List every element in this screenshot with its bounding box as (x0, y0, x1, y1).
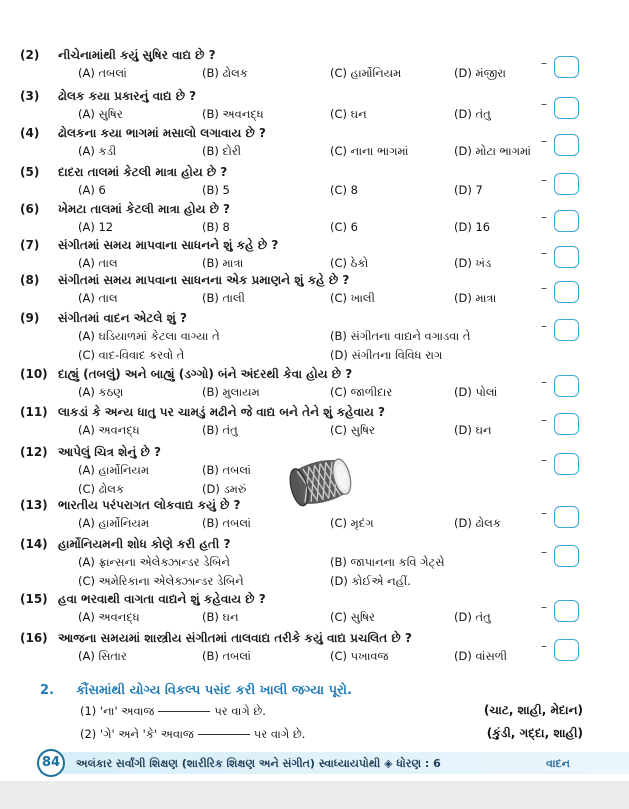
section-2-title: કૌંસમાંથી યોગ્ય વિકલ્પ પસંદ કરી ખાલી જગ્યા પૂરો. (76, 683, 352, 698)
option-b[interactable]: (B) જાપાનના કવિ ગેટ્સે (330, 555, 445, 569)
option-c[interactable]: (C) ઠેકો (330, 256, 369, 270)
option-b[interactable]: (B) 8 (202, 220, 230, 234)
question-number: (4) (20, 126, 40, 140)
option-b[interactable]: (B) દોરી (202, 144, 242, 158)
answer-dash: – (541, 506, 547, 520)
option-b[interactable]: (B) ઘન (202, 610, 239, 624)
question-text: ઢોલક કયા પ્રકારનું વાદ્ય છે ? (58, 89, 197, 103)
answer-dash: – (541, 413, 547, 427)
option-c[interactable]: (C) 6 (330, 220, 358, 234)
fill-item-number: (1) (80, 704, 97, 718)
question-8 (0, 273, 629, 313)
option-d[interactable]: (D) ખંડ (454, 256, 492, 270)
option-d[interactable]: (D) 7 (454, 183, 483, 197)
option-a[interactable]: (A) તાલ (78, 256, 118, 270)
question-text: સંગીતમાં વાદન એટલે શું ? (58, 311, 187, 325)
fill-blank[interactable] (198, 734, 250, 735)
option-c[interactable]: (C) અમેરિકાના એલેક્ઝાન્ડર ડેબિને (78, 574, 244, 588)
question-2 (0, 48, 629, 88)
option-c[interactable]: (C) ઘન (330, 107, 367, 121)
page-footer (0, 748, 629, 780)
answer-dash: – (541, 173, 547, 187)
question-text: ઢોલકના કયા ભાગમાં મસાલો લગાવાય છે ? (58, 126, 266, 140)
fill-item-after: પર વાગે છે. (253, 727, 306, 741)
question-4 (0, 126, 629, 166)
page-number: 84 (37, 749, 65, 777)
question-number: (3) (20, 89, 40, 103)
question-number: (5) (20, 165, 40, 179)
answer-dash: – (541, 600, 547, 614)
option-a[interactable]: (A) 6 (78, 183, 106, 197)
question-text: ભારતીય પરંપરાગત લોકવાદ્ય કયું છે ? (58, 498, 241, 512)
option-d[interactable]: (D) તંતુ (454, 107, 491, 121)
question-7 (0, 238, 629, 278)
option-b[interactable]: (B) 5 (202, 183, 230, 197)
question-number: (10) (20, 367, 48, 381)
question-10 (0, 367, 629, 407)
fill-item-after: પર વાગે છે. (214, 704, 266, 718)
option-c[interactable]: (C) મૃદંગ (330, 516, 374, 530)
answer-box[interactable] (554, 375, 579, 397)
question-number: (13) (20, 498, 48, 512)
option-d[interactable]: (D) ઘન (454, 423, 492, 437)
option-c[interactable]: (C) સુષિર (330, 610, 375, 624)
answer-box[interactable] (554, 453, 579, 475)
option-a[interactable]: (A) અવનદ્ધ (78, 423, 140, 437)
answer-dash: – (541, 97, 547, 111)
option-c[interactable]: (C) સુષિર (330, 423, 375, 437)
answer-box[interactable] (554, 134, 579, 156)
option-b[interactable]: (B) તબલાં (202, 516, 251, 530)
question-9 (0, 311, 629, 362)
answer-box[interactable] (554, 97, 579, 119)
question-number: (8) (20, 273, 40, 287)
question-number: (15) (20, 592, 48, 606)
bottom-margin (0, 781, 629, 809)
option-c[interactable]: (C) વાદ-વિવાદ કરવો તે (78, 348, 185, 362)
answer-dash: – (541, 375, 547, 389)
question-6 (0, 202, 629, 242)
question-text: સંગીતમાં સમય માપવાના સાધનને શું કહે છે ? (58, 238, 279, 252)
answer-dash: – (541, 545, 547, 559)
question-14 (0, 537, 629, 588)
option-a[interactable]: (A) ઘડિયાળમાં કેટલા વાગ્યા તે (78, 329, 220, 343)
option-d[interactable]: (D) મોટા ભાગમાં (454, 144, 531, 158)
answer-dash: – (541, 639, 547, 653)
fill-item-1 (80, 704, 266, 719)
footer-chapter: વાદન (546, 757, 570, 770)
answer-box[interactable] (554, 545, 579, 567)
question-text: હવા ભરવાથી વાગતા વાદ્યને શું કહેવાય છે ? (58, 592, 266, 606)
answer-dash: – (541, 453, 547, 467)
option-a[interactable]: (A) કઠણ (78, 385, 124, 399)
option-b[interactable]: (B) તાલી (202, 291, 245, 305)
option-a[interactable]: (A) તબલાં (78, 66, 127, 80)
option-b[interactable]: (B) મુલાયમ (202, 385, 260, 399)
option-d[interactable]: (D) 16 (454, 220, 491, 234)
question-text: લાકડાં કે અન્ય ધાતુ પર ચામડું મઢીને જે વાદ્ય બને તેને શું કહેવાય ? (58, 405, 386, 419)
question-text: હાર્મોનિયમની શોધ કોણે કરી હતી ? (58, 537, 231, 551)
section-2-heading (40, 683, 352, 698)
option-a[interactable]: (A) કડી (78, 144, 117, 158)
question-16 (0, 631, 629, 671)
question-11 (0, 405, 629, 445)
question-number: (6) (20, 202, 40, 216)
option-c[interactable]: (C) નાના ભાગમાં (330, 144, 409, 158)
answer-dash: – (541, 246, 547, 260)
option-a[interactable]: (A) સિતાર (78, 649, 127, 663)
option-a[interactable]: (A) સુષિર (78, 107, 123, 121)
fill-item-2 (80, 727, 305, 742)
answer-box[interactable] (554, 281, 579, 303)
option-d[interactable]: (D) ઢોલક (454, 516, 501, 530)
question-number: (9) (20, 311, 40, 325)
answer-box[interactable] (554, 246, 579, 268)
option-d[interactable]: (D) મંજીરા (454, 66, 507, 80)
fill-item-before: 'ગે' અને 'કે' અવાજ (99, 727, 194, 741)
option-d[interactable]: (D) તંતુ (454, 610, 491, 624)
answer-box[interactable] (554, 210, 579, 232)
answer-dash: – (541, 319, 547, 333)
question-text: સંગીતમાં સમય માપવાના સાધનના એક પ્રમાણને શું કહે છે ? (58, 273, 350, 287)
option-d[interactable]: (D) સંગીતના વિવિધ રાગ (330, 348, 443, 362)
section-2-number: 2. (40, 683, 54, 698)
question-text: નીચેનામાંથી કયું સુષિર વાદ્ય છે ? (58, 48, 216, 62)
option-b[interactable]: (B) તબલાં (202, 649, 251, 663)
question-text: ખેમટા તાલમાં કેટલી માત્રા હોય છે ? (58, 202, 230, 216)
fill-choices-2: (કુંડી, ગદ્દા, શાહી) (486, 726, 583, 740)
question-number: (7) (20, 238, 40, 252)
question-text: આજના સમયમાં શાસ્ત્રીય સંગીતમાં તાલવાદ્ય તરીકે કયું વાદ્ય પ્રચલિત છે ? (58, 631, 412, 645)
answer-box[interactable] (554, 639, 579, 661)
question-number: (14) (20, 537, 48, 551)
answer-dash: – (541, 56, 547, 70)
option-d[interactable]: (D) પોલાં (454, 385, 498, 399)
fill-choices-1: (ચાટ, શાહી, મેદાન) (483, 703, 583, 717)
option-c[interactable]: (C) ખાલી (330, 291, 375, 305)
question-15 (0, 592, 629, 632)
option-a[interactable]: (A) ફ્રાન્સના એલેક્ઝાન્ડર ડેબિને (78, 555, 230, 569)
footer-title: અલંકાર સર્વાંગી શિક્ષણ (શારીરિક શિક્ષણ અને સંગીત) સ્વાધ્યાયપોથી ◈ ધોરણ : 6 (76, 757, 441, 770)
option-a[interactable]: (A) હાર્મોનિયમ (78, 516, 150, 530)
option-c[interactable]: (C) પખાવજ (330, 649, 389, 663)
answer-box[interactable] (554, 413, 579, 435)
answer-box[interactable] (554, 600, 579, 622)
question-number: (2) (20, 48, 40, 62)
answer-box[interactable] (554, 319, 579, 341)
question-number: (12) (20, 445, 48, 459)
option-b[interactable]: (B) ઢોલક (202, 66, 248, 80)
answer-dash: – (541, 281, 547, 295)
fill-item-before: 'ના' અવાજ (99, 704, 155, 718)
option-b[interactable]: (B) માત્રા (202, 256, 244, 270)
option-b[interactable]: (B) તંતુ (202, 423, 238, 437)
question-text: દાદરા તાલમાં કેટલી માત્રા હોય છે ? (58, 165, 228, 179)
option-b[interactable]: (B) અવનદ્ધ (202, 107, 264, 121)
question-text: દાહ્યું (તબલું) અને બાહ્યું (ડગ્ગો) બંને અંદરથી કેવા હોય છે ? (58, 367, 353, 381)
option-c[interactable]: (C) હાર્મોનિયમ (330, 66, 402, 80)
fill-item-number: (2) (80, 727, 97, 741)
option-c[interactable]: (C) જાળીદાર (330, 385, 393, 399)
answer-box[interactable] (554, 173, 579, 195)
answer-dash: – (541, 210, 547, 224)
question-text: આપેલું ચિત્ર શેનું છે ? (58, 445, 161, 459)
answer-box[interactable] (554, 56, 579, 78)
question-number: (11) (20, 405, 48, 419)
answer-box[interactable] (554, 506, 579, 528)
option-d[interactable]: (D) ડમરું (202, 482, 247, 496)
option-a[interactable]: (A) અવનદ્ધ (78, 610, 140, 624)
option-a[interactable]: (A) હાર્મોનિયમ (78, 463, 150, 477)
option-b[interactable]: (B) તબલાં (202, 463, 251, 477)
option-c[interactable]: (C) 8 (330, 183, 358, 197)
question-5 (0, 165, 629, 205)
option-a[interactable]: (A) 12 (78, 220, 114, 234)
dholak-drum-image (284, 450, 356, 510)
question-number: (16) (20, 631, 48, 645)
option-d[interactable]: (D) વાંસળી (454, 649, 508, 663)
answer-dash: – (541, 134, 547, 148)
option-d[interactable]: (D) માત્રા (454, 291, 497, 305)
fill-blank[interactable] (158, 711, 210, 712)
option-d[interactable]: (D) કોઈએ નહીં. (330, 574, 411, 588)
option-b[interactable]: (B) સંગીતના વાદ્યને વગાડવા તે (330, 329, 471, 343)
option-c[interactable]: (C) ઢોલક (78, 482, 125, 496)
question-3 (0, 89, 629, 129)
option-a[interactable]: (A) તાલ (78, 291, 118, 305)
